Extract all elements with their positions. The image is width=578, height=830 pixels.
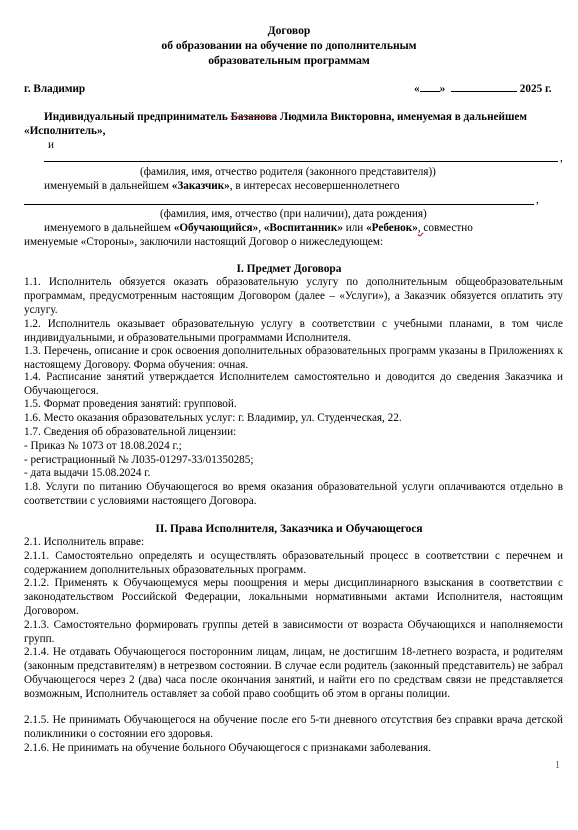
parent-caption: (фамилия, имя, отчество родителя (законного представителя)) xyxy=(140,166,436,178)
clause-1-6: 1.6. Место оказания образовательных услуг: г. Владимир, ул. Студенческая, 22. xyxy=(24,412,402,424)
date-quote-close: » xyxy=(439,83,446,95)
section-2-title: II. Права Исполнителя, Заказчика и Обучающегося xyxy=(155,523,423,535)
clause-2-1-3: 2.1.3. Самостоятельно формировать группы детей в зависимости от возраста Обучающихся и наполняемости групп. xyxy=(24,619,563,645)
child-alias-pupil: «Воспитанник» xyxy=(263,222,343,234)
clause-2-1-5: 2.1.5. Не принимать Обучающегося на обучение после его 5-ти дневного отсутствия без справки врача детской поликлиники о состоянии его здоровья. xyxy=(24,714,563,740)
contract-title: Договор xyxy=(267,24,311,37)
contract-subtitle-line1: об образовании на обучение по дополнительным xyxy=(161,39,417,52)
child-post: совместно xyxy=(423,222,473,234)
date-year: 2025 г. xyxy=(519,83,552,95)
parties-closing: именуемые «Стороны», заключили настоящий Договор о нижеследующем: xyxy=(24,236,384,248)
executor-intro: Индивидуальный предприниматель xyxy=(44,111,231,123)
date-quote-open: « xyxy=(414,83,420,95)
contract-city: г. Владимир xyxy=(24,83,86,95)
customer-alias: «Заказчик» xyxy=(171,180,230,192)
child-name-blank xyxy=(24,204,534,205)
page-number: 1 xyxy=(555,760,560,771)
child-pre: именуемого в дальнейшем xyxy=(44,222,174,234)
clause-1-7: 1.7. Сведения об образовательной лицензии: xyxy=(24,426,237,438)
clause-1-1: 1.1. Исполнитель обязуется оказать образовательную услугу по дополнительным общеобразовательным программам, предусмотренным настоящим Договором (далее – «Услуги»), а Заказчик обязуется оплатить эту услугу. xyxy=(24,276,563,316)
customer-line xyxy=(44,179,399,193)
clause-1-8: 1.8. Услуги по питанию Обучающегося во время оказания образовательной услуги оплачиваются отдельно в соответствии с условиями настоящего Договора. xyxy=(24,481,563,507)
date-month-blank xyxy=(451,82,517,92)
executor-line xyxy=(44,110,527,124)
section-1-title: I. Предмет Договора xyxy=(236,263,342,275)
clause-2-1: 2.1. Исполнитель вправе: xyxy=(24,536,145,548)
child-sep2: или xyxy=(342,222,367,234)
executor-alias: «Исполнитель», xyxy=(24,125,106,137)
child-comma: , xyxy=(536,194,539,206)
child-alias-child: «Ребенок» xyxy=(366,222,418,234)
contract-date xyxy=(414,82,552,96)
clause-1-5: 1.5. Формат проведения занятий: групповой. xyxy=(24,398,237,410)
child-sep1: , xyxy=(258,222,264,234)
and-word: и xyxy=(48,139,54,151)
parent-comma: , xyxy=(560,152,563,164)
clause-1-3: 1.3. Перечень, описание и срок освоения дополнительных образовательных программ указаны в Приложениях к настоящему Договору. Форма обучения: очная. xyxy=(24,345,563,371)
clause-1-4: 1.4. Расписание занятий утверждается Исполнителем самостоятельно и доводится до сведения Заказчика и Обучающегося. xyxy=(24,371,563,397)
date-day-blank xyxy=(420,82,440,92)
license-issue-date: - дата выдачи 15.08.2024 г. xyxy=(24,467,151,479)
customer-post: , в интересах несовершеннолетнего xyxy=(229,180,400,192)
clause-2-1-2: 2.1.2. Применять к Обучающемуся меры поощрения и меры дисциплинарного взыскания в соответствии с законодательством Российской Федерации, локальными нормативными актами Исполнителя, настоящим Договором. xyxy=(24,577,563,617)
executor-surname: Базанова xyxy=(230,111,278,123)
child-caption: (фамилия, имя, отчество (при наличии), дата рождения) xyxy=(160,208,427,220)
license-order: - Приказ № 1073 от 18.08.2024 г.; xyxy=(24,440,182,452)
contract-subtitle-line2: образовательным программам xyxy=(208,54,370,67)
child-alias-line xyxy=(44,221,473,235)
child-alias-student: «Обучающийся» xyxy=(173,222,259,234)
parent-name-blank xyxy=(44,161,558,162)
customer-pre: именуемый в дальнейшем xyxy=(44,180,172,192)
license-registration: - регистрационный № Л035-01297-33/01350285; xyxy=(24,454,254,466)
child-squiggle: , xyxy=(417,222,424,234)
clause-2-1-1: 2.1.1. Самостоятельно определять и осуществлять образовательный процесс в соответствии с перечнем и содержанием дополнительных образовательных программ. xyxy=(24,550,563,576)
clause-2-1-6: 2.1.6. Не принимать на обучение больного Обучающегося с признаками заболевания. xyxy=(24,742,431,754)
clause-1-2: 1.2. Исполнитель оказывает образовательную услугу в соответствии с учебными планами, в том числе индивидуальными, и образовательными программами Исполнителя. xyxy=(24,318,563,344)
executor-rest: Людмила Викторовна, именуемая в дальнейшем xyxy=(277,111,527,123)
clause-2-1-4: 2.1.4. Не отдавать Обучающегося посторонним лицам, лицам, не достигшим 18-летнего возраста, и родителям (законным представителям) в нетрезвом состоянии. В случае если родитель (законный представитель) не забрал Обучающегося через 2 (два) часа после окончания занятий, и найти его по средствам связи не представляется возможным, Исполнитель оставляет за собой право сообщить об этом в органы полиции. xyxy=(24,646,563,700)
